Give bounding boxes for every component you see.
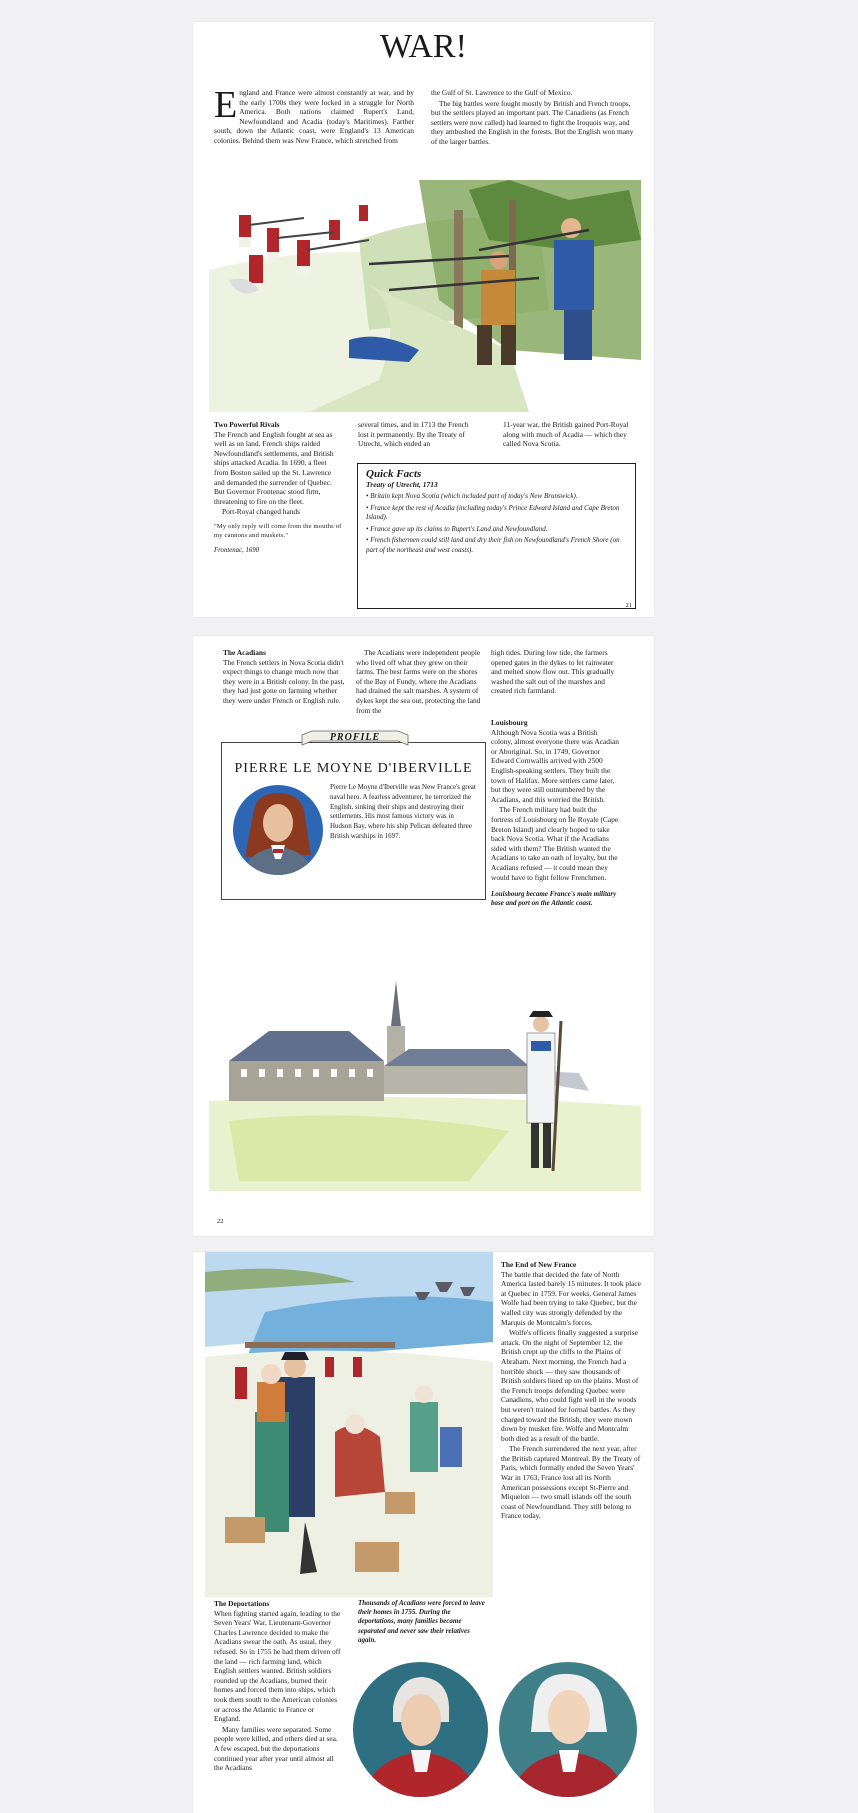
end-text-1: The battle that decided the fate of North America lasted barely 15 minutes. It took place at Quebec in 1759. For weeks, General James Wolfe had been trying to take Quebec, but the walled city was strongly defended by the Marquis de Montcalm's forces. [501,1269,641,1327]
page-22 [193,636,654,1236]
deport-text-2: Many families were separated. Some people were killed, and others died at sea. A few escaped, but the deportations continued year after year until almost all the Acadians [214,1724,338,1773]
rivals-column-1 [214,420,342,557]
acadians-column-2: The Acadians were independent people who lived off what they grew on their farms. The best farms were on the shores of the Bay of Fundy, where the Acadians had drained the salt marshes. A system of dykes kept the sea out, protecting the land from the [356,648,481,715]
profile-name: PIERRE LE MOYNE D'IBERVILLE [234,761,473,776]
quick-facts-box [357,463,636,609]
quick-facts-title: Quick Facts [366,468,422,480]
intro-text-1: ngland and France were almost constantly at war, and by the early 1700s they were locked in a struggle for North America. Both nations claimed Rupert's Land, Newfoundland and Acadia (today's Maritimes). Farther south, down the Atlantic coast, were England's 13 American colonies. Behind them was New France, which stretched from [214,88,414,145]
quick-fact-item: • French fishermen could still land and dry their fish on Newfoundland's French Shore (on part of the northeast and west coasts). [366,536,620,554]
louisbourg-text: Although Nova Scotia was a British colony, almost everyone there was Acadian or Aboriginal. So, in 1749, Governor Edward Cornwallis arrived with 2500 English-speaking settlers. They built the town of Halifax. More settlers came later, but they were still outnumbered by the Acadians, and this worried the British. [491,727,619,804]
deport-caption: Thousands of Acadians were forced to leave their homes in 1755. During the deportations, many families became separated and never saw their relatives again. [358,1599,485,1644]
intro-column-2 [431,88,635,148]
rivals-text-1b: Port-Royal changed hands [222,507,300,517]
deport-heading: The Deportations [214,1599,270,1608]
rivals-column-2: several times, and in 1713 the French lost it permanently. By the Treaty of Utrecht, which ended an [358,420,469,449]
page-number: 21 [625,602,632,609]
end-heading: The End of New France [501,1260,577,1269]
louisbourg-illustration [209,981,641,1191]
page-21 [193,22,654,617]
louisbourg-section [491,718,619,910]
intro-column-1 [214,84,414,146]
deportations-section [214,1599,342,1774]
deport-text-1: When fighting started again, leading to the Seven Years' War, Lieutenant-Governor Charles Lawrence decided to make the Acadians swear the oath. As usual, they refused. So in 1755 he had them driven off the land — rich farming land, which English settlers wanted. British soldiers rounded up the Acadians, burned their homes and forced them into ships, which took them south to the American colonies or across the Atlantic to France or England. [214,1608,341,1724]
intro-text-2b: The big battles were fought mostly by British and French troops, but the settlers played an important part. The Canadiens (as French settlers were now called) had learned to fight the Iroquois way, and they ambushed the English in the forests. But the English won many of the larger battles. [431,98,634,146]
montcalm-portrait [499,1662,637,1797]
page-number: 22 [217,1218,224,1225]
profile-box [221,732,486,900]
louisbourg-caption: Louisbourg became France's main military base and port on the Atlantic coast. [491,890,617,908]
profile-text: Pierre Le Moyne d'Iberville was New France's great naval hero. A fearless adventurer, he terrorized the English, sinking their ships and destroying their settlements. His most famous victory was in Hudson Bay, where his ship Pelican defeated three British warships in 1697. [330,783,476,840]
end-text-2: Wolfe's officers finally suggested a surprise attack. On the night of September 12, the British crept up the cliffs to the Plains of Abraham. Next morning, the French had a horrible shock — they saw thousands of British soldiers lined up on the plains. Most of the French troops defending Quebec were Canadiens, who could fight well in the woods but weren't trained for formal battles. As they charged toward the British, they were mown down by musket fire. Wolfe and Montcalm both died as a result of the battle. [501,1328,639,1443]
profile-banner [300,729,410,749]
quick-fact-item: • Britain kept Nova Scotia (which included part of today's New Brunswick). [366,492,578,500]
iberville-portrait [233,785,323,875]
acadians-column-3: high tides. During low tide, the farmers opened gates in the dykes to let rainwater and melted snow flow out. This gradually washed the salt out of the marshes and created rich farmland. [491,648,615,696]
rivals-column-3: 11-year war, the British gained Port-Royal along with much of Acadia — which they called Nova Scotia. [503,420,629,449]
end-of-new-france-section [501,1260,641,1522]
page-23 [193,1252,654,1813]
acadians-column-1 [223,648,351,707]
end-text-3: The French surrendered the next year, after the British captured Montreal. By the Treaty of Paris, which formally ended the Seven Years' War in 1763, France lost all its North American possessions except St-Pierre and Miquelon — two small islands off the south coast of Newfoundland. They still belong to France today. [501,1444,641,1521]
wolfe-portrait [353,1662,488,1797]
quick-fact-item: • France gave up its claims to Rupert's Land and Newfoundland. [366,524,548,533]
page-title: WAR! [380,28,467,65]
frontenac-quote: "My only reply will come from the mouths of my cannons and muskets." [214,522,342,540]
quick-facts-subtitle: Treaty of Utrecht, 1713 [366,480,438,489]
profile-label: PROFILE [329,732,381,743]
rivals-text-1: The French and English fought at sea as well as on land. French ships raided Newfoundland's settlements, and British ships attacked Acadia. In 1690, a fleet from Boston sailed up the St. Lawrence and demanded the surrender of Quebec. But Governor Frontenac stood firm, threatening to fire on the fleet. [214,429,334,506]
louisbourg-text-2: The French military had built the fortress of Louisbourg on Île Royale (Cape Breton Island) and clearly hoped to take back Nova Scotia. What if the Acadians sided with them? The British wanted the Acadians to take an oath of loyalty, but the Acadians refused — it could mean they would have to fight fellow Frenchmen. [491,805,619,882]
intro-text-2a: the Gulf of St. Lawrence to the Gulf of Mexico. [431,88,573,97]
battle-illustration [209,180,641,412]
deportation-illustration [205,1252,493,1597]
drop-cap: E [214,84,238,126]
rivals-heading: Two Powerful Rivals [214,420,280,429]
quick-fact-item: • France kept the rest of Acadia (including today's Prince Edward Island and Cape Breton Island). [366,503,620,522]
louisbourg-heading: Louisbourg [491,718,528,727]
quote-attribution: Frontenac, 1690 [214,546,260,554]
acadians-heading: The Acadians [223,648,266,657]
acadians-text-1: The French settlers in Nova Scotia didn't expect things to change much now that they were in a British colony. In the past, they had just gone on farming whether they were under French or English rule. [223,657,345,705]
